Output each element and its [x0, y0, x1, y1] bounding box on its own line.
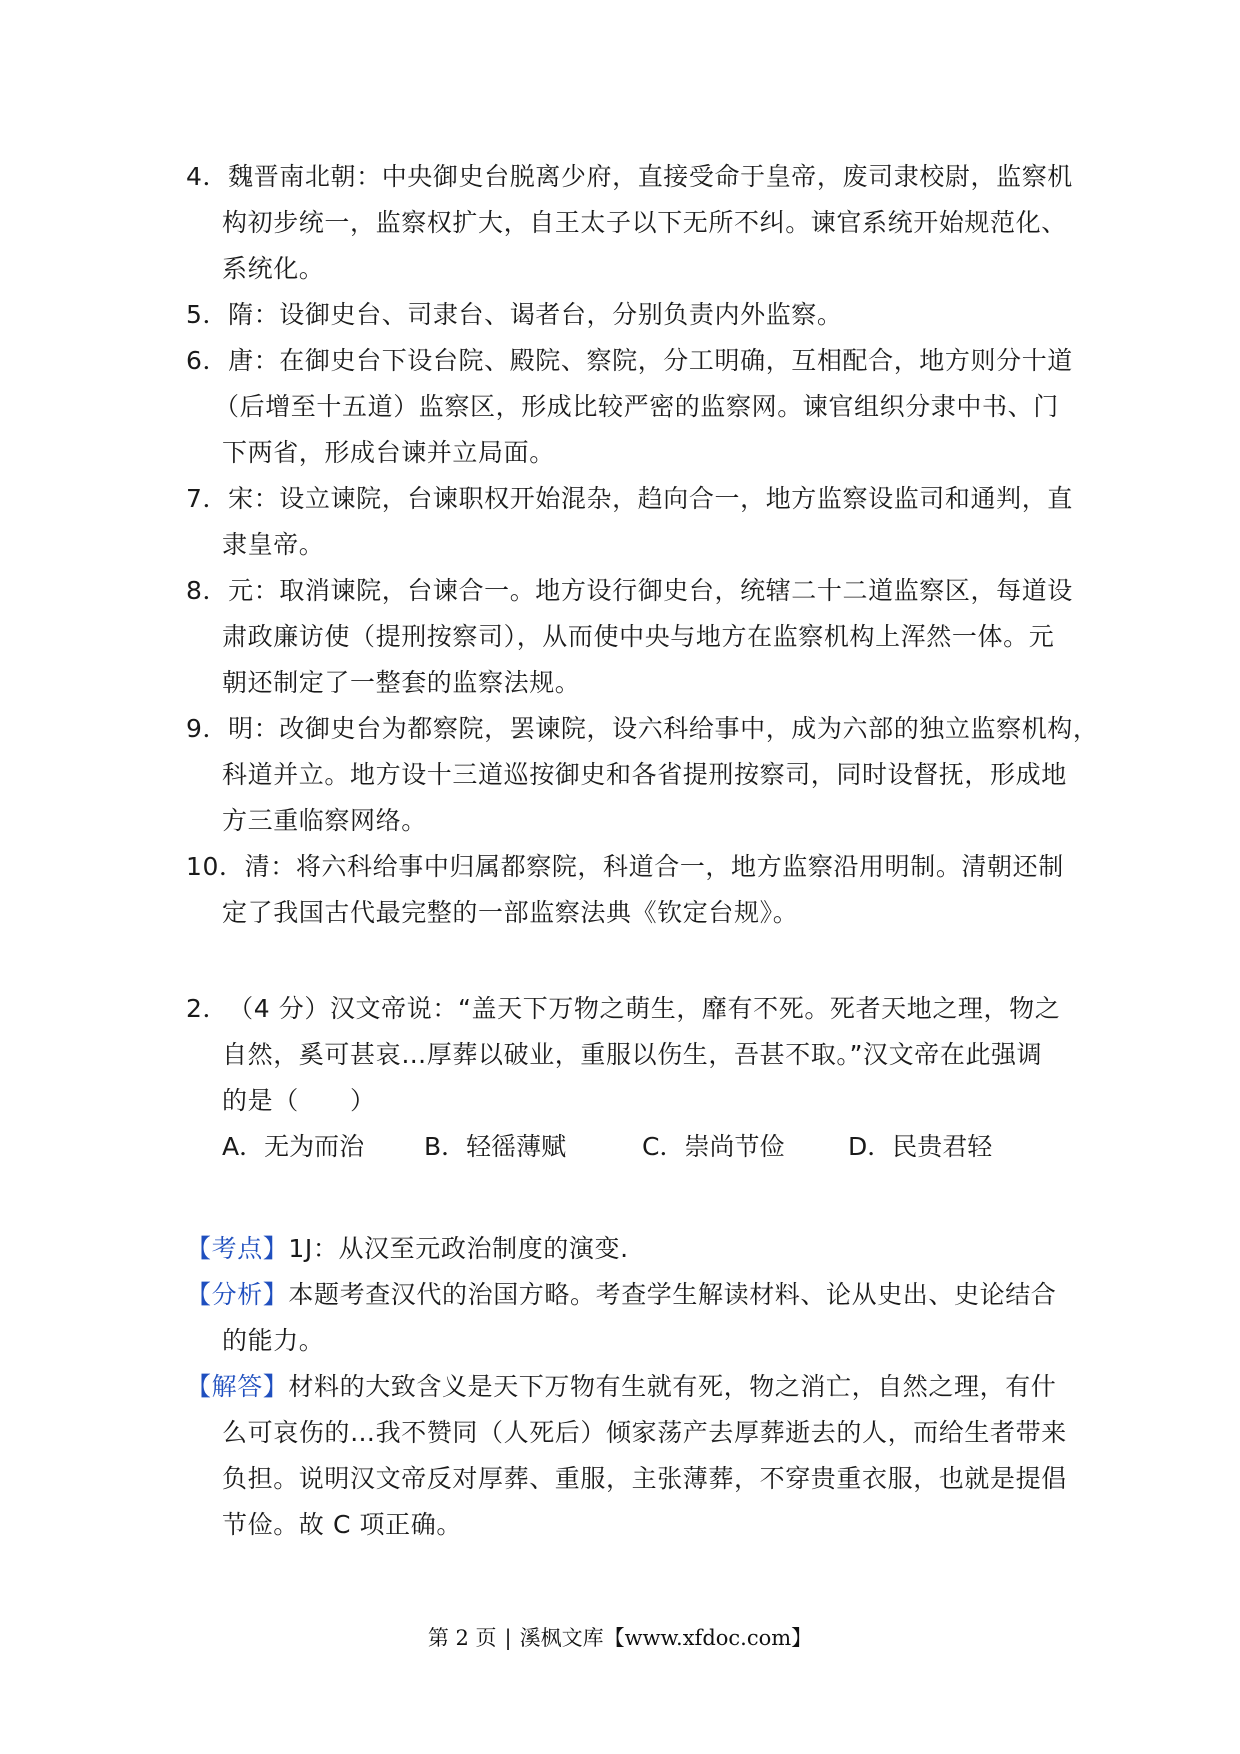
- option-c: [642, 1130, 784, 1164]
- list-item-6-line-1: [186, 344, 1073, 378]
- jieda-line-2: 么可哀伤的…我不赞同（人死后）倾家荡产去厚葬逝去的人，而给生者带来: [222, 1418, 1067, 1447]
- list-item-10-line-1: [186, 850, 1064, 884]
- list-text: 宋：设立谏院，台谏职权开始混杂，趋向合一，地方监察设监司和通判，直: [228, 484, 1073, 513]
- footer-separator: |: [504, 1626, 512, 1650]
- question-number: 2．: [186, 994, 229, 1023]
- list-item-9-line-1: [186, 712, 1099, 746]
- list-item-8-line-2: 肃政廉访使（提刑按察司），从而使中央与地方在监察机构上浑然一体。元: [222, 622, 1055, 651]
- fenxi-line-1: [186, 1278, 1056, 1312]
- list-number: 4．: [186, 162, 229, 191]
- question-line-3: 的是（ ）: [222, 1086, 376, 1115]
- option-text: 崇尚节俭: [684, 1132, 785, 1161]
- page-footer: [0, 1622, 1240, 1652]
- kaodian-text: 1J：从汉至元政治制度的演变.: [288, 1234, 629, 1263]
- list-text: 元：取消谏院，台谏合一。地方设行御史台，统辖二十二道监察区，每道设: [228, 576, 1073, 605]
- list-item-9-line-3: 方三重临察网络。: [222, 806, 427, 835]
- list-text: 清：将六科给事中归属都察院，科道合一，地方监察沿用明制。清朝还制: [244, 852, 1064, 881]
- option-label: A．: [222, 1132, 265, 1161]
- option-text: 民贵君轻: [892, 1132, 993, 1161]
- fenxi-line-2: 的能力。: [222, 1326, 325, 1355]
- list-item-6-line-3: 下两省，形成台谏并立局面。: [222, 438, 555, 467]
- option-d: [848, 1130, 992, 1164]
- list-number: 10．: [186, 852, 245, 881]
- list-number: 6．: [186, 346, 229, 375]
- question-text: （4 分）汉文帝说：“盖天下万物之萌生，靡有不死。死者天地之理，物之: [228, 994, 1061, 1023]
- list-item-10-line-2: 定了我国古代最完整的一部监察法典《钦定台规》。: [222, 898, 799, 927]
- list-item-8-line-3: 朝还制定了一整套的监察法规。: [222, 668, 581, 697]
- list-item-4-line-1: [186, 160, 1073, 194]
- jieda-text: 材料的大致含义是天下万物有生就有死，物之消亡，自然之理，有什: [288, 1372, 1057, 1401]
- list-number: 8．: [186, 576, 229, 605]
- footer-site: 溪枫文库【www.xfdoc.com】: [519, 1626, 813, 1650]
- option-label: C．: [642, 1132, 685, 1161]
- option-label: B．: [424, 1132, 467, 1161]
- list-item-9-line-2: 科道并立。地方设十三道巡按御史和各省提刑按察司，同时设督抚，形成地: [222, 760, 1067, 789]
- list-item-6-line-2: （后增至十五道）监察区，形成比较严密的监察网。谏官组织分隶中书、门: [214, 392, 1059, 421]
- list-text: 明：改御史台为都察院，罢谏院，设六科给事中，成为六部的独立监察机构，: [228, 714, 1099, 743]
- list-item-4-line-3: 系统化。: [222, 254, 325, 283]
- list-item-4-line-2: 构初步统一，监察权扩大，自王太子以下无所不纠。谏官系统开始规范化、: [222, 208, 1067, 237]
- list-number: 5．: [186, 300, 229, 329]
- fenxi-tag: 【分析】: [186, 1280, 289, 1309]
- jieda-line-3: 负担。说明汉文帝反对厚葬、重服，主张薄葬，不穿贵重衣服，也就是提倡: [222, 1464, 1067, 1493]
- kaodian-line: [186, 1232, 629, 1266]
- question-line-1: [186, 992, 1060, 1026]
- jieda-line-4: 节俭。故 C 项正确。: [222, 1510, 462, 1539]
- list-text: 魏晋南北朝：中央御史台脱离少府，直接受命于皇帝，废司隶校尉，监察机: [228, 162, 1073, 191]
- list-item-8-line-1: [186, 574, 1073, 608]
- list-number: 9．: [186, 714, 229, 743]
- kaodian-tag: 【考点】: [186, 1234, 289, 1263]
- list-item-5-line-1: [186, 298, 843, 332]
- list-item-7-line-1: [186, 482, 1073, 516]
- option-label: D．: [848, 1132, 893, 1161]
- option-b: [424, 1130, 566, 1164]
- question-line-2: 自然，奚可甚哀…厚葬以破业，重服以伤生，吾甚不取。”汉文帝在此强调: [222, 1040, 1043, 1069]
- list-item-7-line-2: 隶皇帝。: [222, 530, 325, 559]
- page-number: 第 2 页: [427, 1626, 497, 1650]
- option-text: 无为而治: [264, 1132, 365, 1161]
- list-number: 7．: [186, 484, 229, 513]
- option-a: [222, 1130, 364, 1164]
- option-text: 轻徭薄赋: [466, 1132, 567, 1161]
- list-text: 唐：在御史台下设台院、殿院、察院，分工明确，互相配合，地方则分十道: [228, 346, 1073, 375]
- fenxi-text: 本题考查汉代的治国方略。考查学生解读材料、论从史出、史论结合: [288, 1280, 1057, 1309]
- list-text: 隋：设御史台、司隶台、谒者台，分别负责内外监察。: [228, 300, 843, 329]
- jieda-tag: 【解答】: [186, 1372, 289, 1401]
- jieda-line-1: [186, 1370, 1056, 1404]
